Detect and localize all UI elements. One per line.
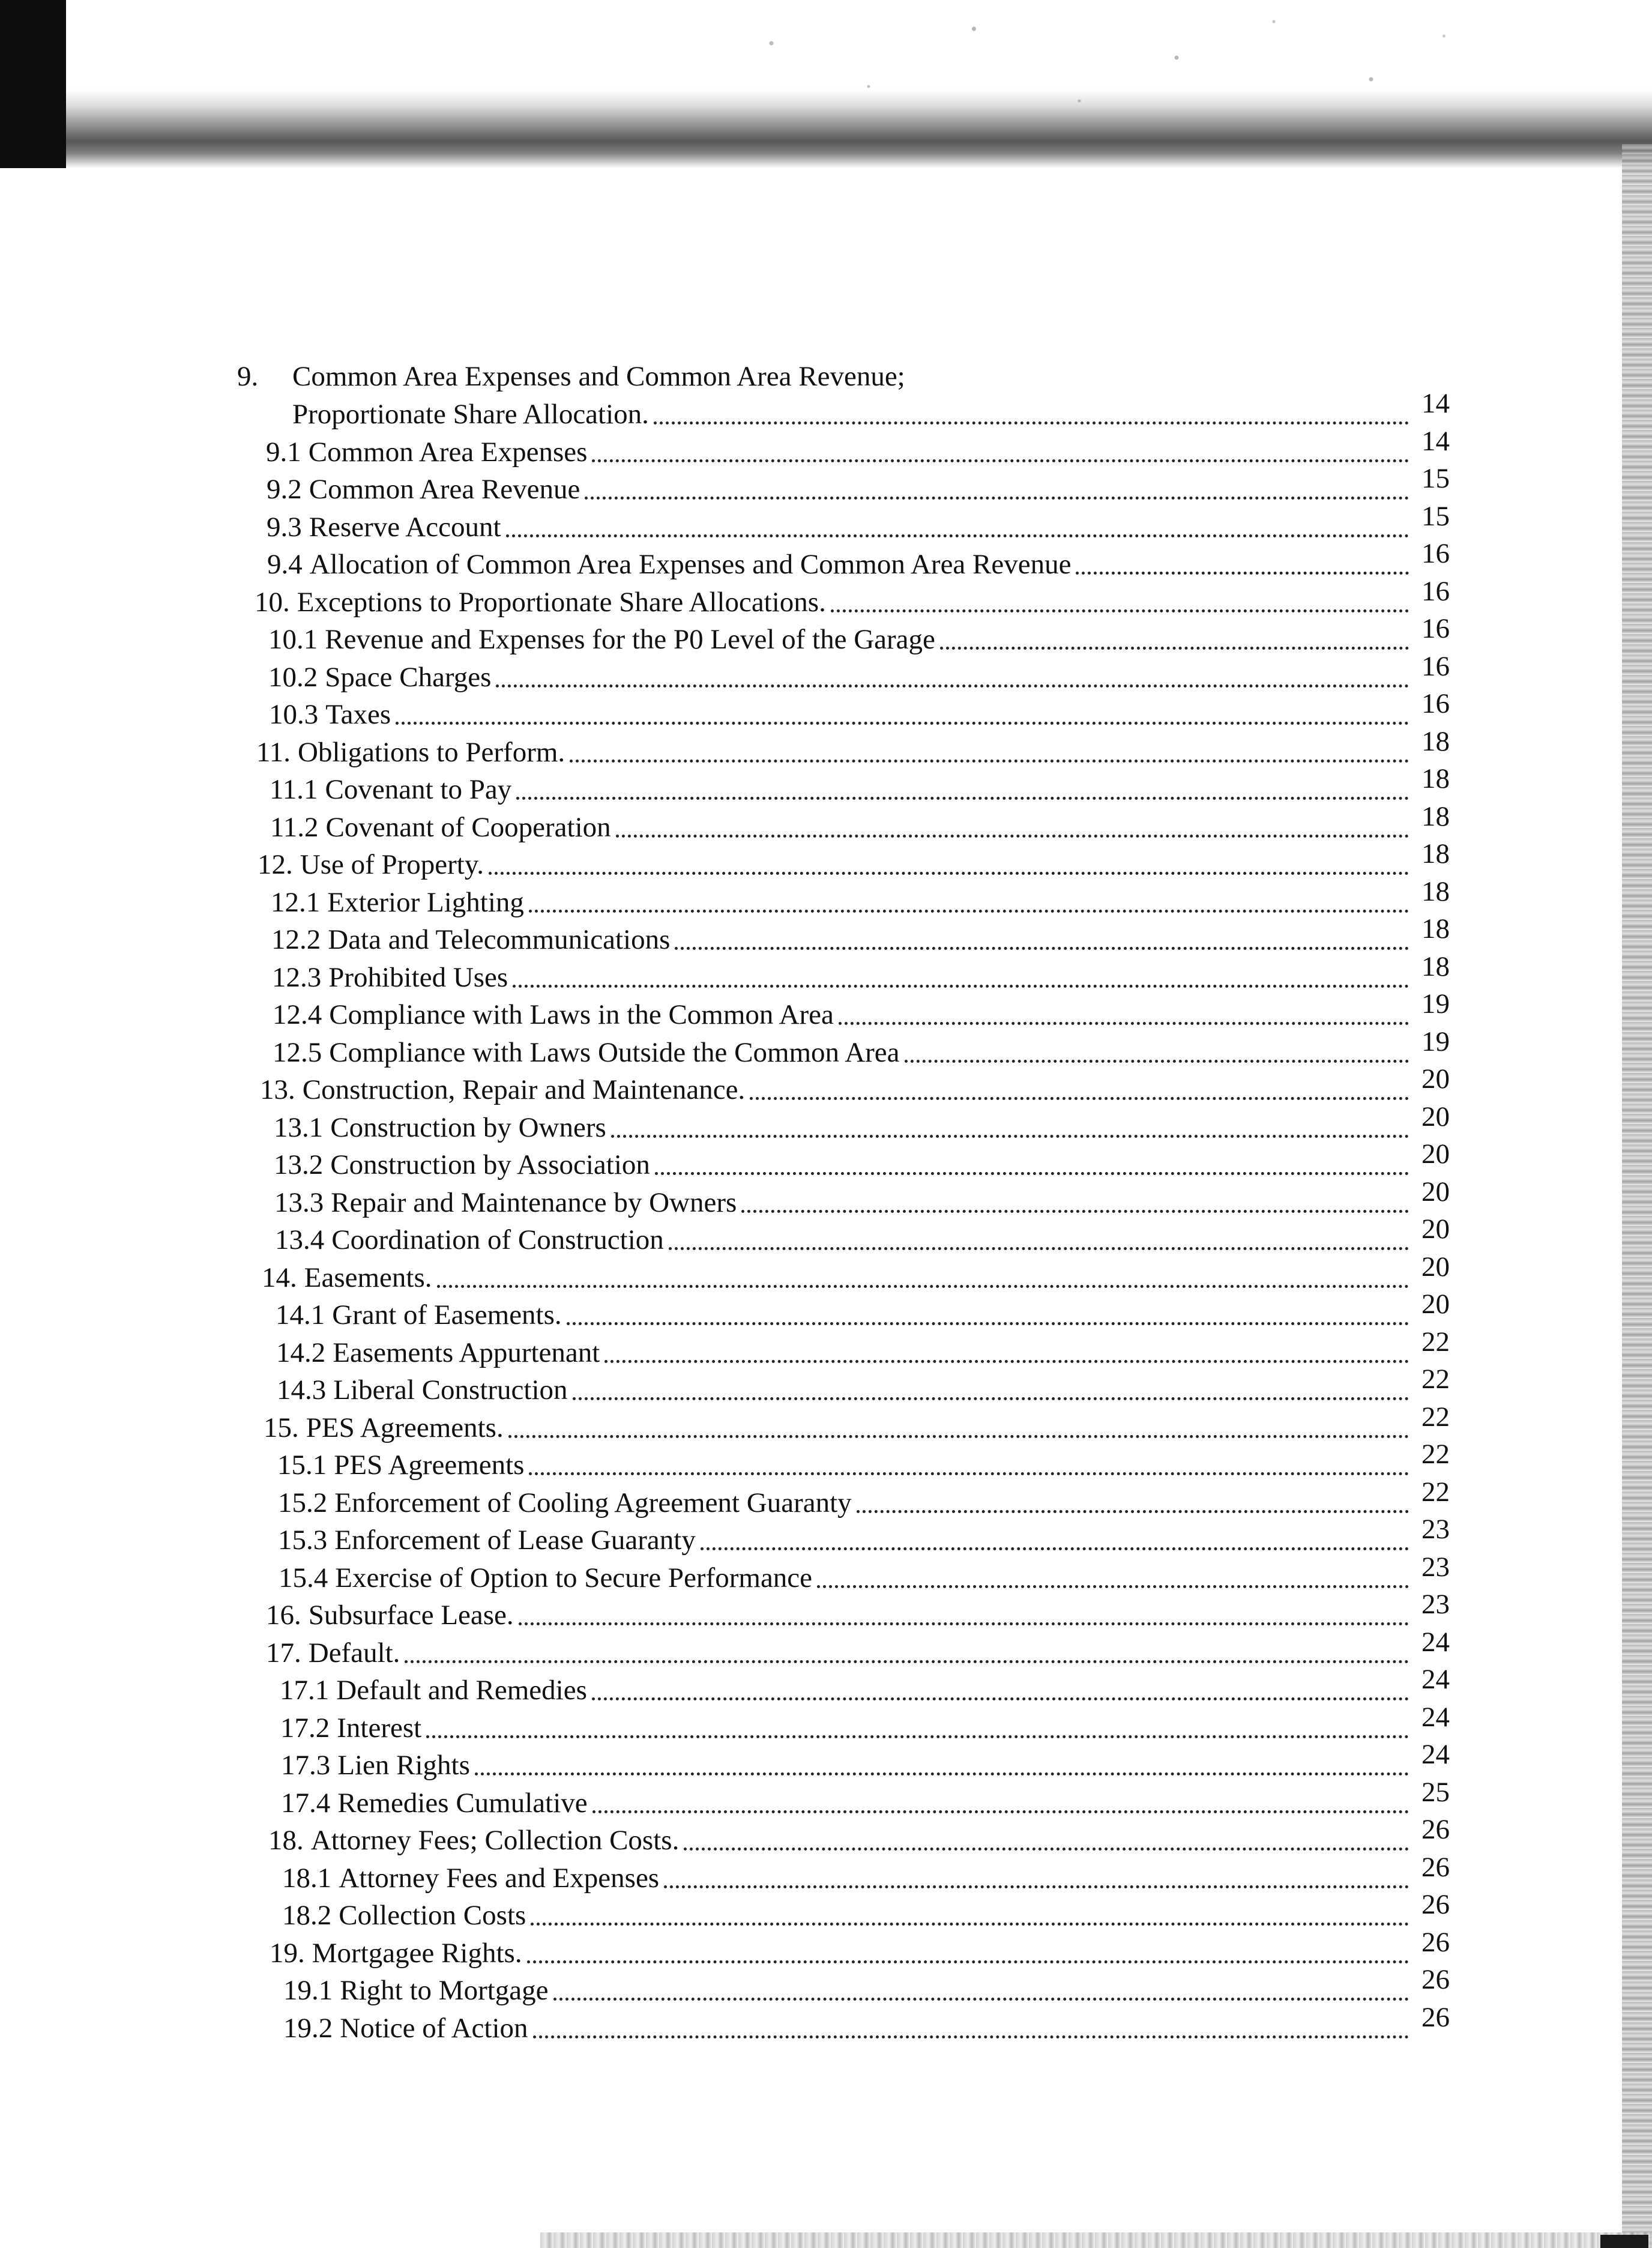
toc-entry	[237, 1964, 1450, 2010]
toc-entry-number: 19.	[270, 1937, 305, 1969]
toc-entry-number: 15.4	[279, 1562, 328, 1594]
toc-entry-page: 24	[1421, 1739, 1450, 1770]
toc-entry-title: Taxes	[325, 699, 391, 730]
toc-entry	[237, 1589, 1450, 1634]
toc-entry-list	[237, 425, 1450, 2047]
toc-entry	[237, 1251, 1450, 1296]
scan-artifact-bottom-edge	[540, 2232, 1652, 2248]
toc-entry-number: 10.3	[269, 699, 319, 730]
toc-entry-number: 17.	[266, 1637, 301, 1669]
toc-entry-page: 25	[1421, 1776, 1450, 1808]
toc-entry-page: 16	[1421, 650, 1450, 682]
toc-entry-number: 13.1	[274, 1111, 324, 1143]
dot-leader	[553, 1998, 1409, 2001]
toc-entry-page: 23	[1421, 1514, 1450, 1545]
toc-entry-title: Lien Rights	[337, 1750, 470, 1781]
toc-entry	[237, 1101, 1450, 1146]
toc-entry-page: 19	[1421, 1026, 1450, 1057]
toc-entry-page: 22	[1421, 1476, 1450, 1508]
toc-entry-page: 16	[1421, 575, 1450, 607]
toc-entry-page: 20	[1421, 1289, 1450, 1320]
toc-entry-number: 18.	[268, 1825, 304, 1856]
toc-entry	[237, 538, 1450, 584]
scan-artifact-right-edge	[1622, 144, 1652, 2248]
toc-entry-page: 18	[1421, 913, 1450, 944]
toc-entry-page: 26	[1421, 2001, 1450, 2033]
dot-leader	[529, 910, 1409, 913]
dot-leader	[529, 1472, 1409, 1475]
toc-entry	[237, 950, 1450, 996]
toc-entry-title: Revenue and Expenses for the P0 Level of the Garage	[325, 624, 935, 655]
toc-entry-title: Attorney Fees and Expenses	[339, 1862, 660, 1894]
toc-entry-page: 20	[1421, 1213, 1450, 1245]
dot-leader	[585, 497, 1409, 500]
dot-leader	[405, 1660, 1409, 1663]
dot-leader	[508, 1435, 1409, 1438]
dot-leader	[655, 1172, 1409, 1175]
toc-entry-title: PES Agreements.	[306, 1412, 504, 1443]
dot-leader	[516, 797, 1409, 800]
toc-entry-number: 12.1	[271, 886, 321, 918]
toc-entry	[237, 688, 1450, 734]
toc-entry-title: Space Charges	[325, 661, 492, 693]
toc-entry-number: 13.2	[274, 1149, 324, 1180]
toc-entry-number: 13.	[260, 1074, 295, 1105]
dot-leader	[573, 1397, 1409, 1400]
toc-entry-title: Exceptions to Proportionate Share Allocations.	[297, 586, 826, 618]
toc-entry-title: Common Area Expenses	[308, 436, 588, 468]
toc-entry-number: 15.2	[278, 1487, 328, 1518]
toc-entry	[237, 1063, 1450, 1109]
toc-entry-number: 13.3	[274, 1186, 324, 1218]
toc-entry-page: 18	[1421, 725, 1450, 757]
toc-entry-title: Collection Costs	[339, 1900, 526, 1931]
toc-entry-number: 11.1	[270, 774, 318, 805]
toc-entry-page: 23	[1421, 1551, 1450, 1583]
toc-entry-number: 9.1	[266, 436, 301, 468]
toc-entry-title: Allocation of Common Area Expenses and Common Area Revenue	[309, 549, 1072, 580]
toc-entry-title: Interest	[337, 1712, 422, 1744]
toc-entry-page: 20	[1421, 1101, 1450, 1132]
dot-leader	[831, 609, 1409, 612]
dot-leader	[616, 835, 1409, 838]
toc-entry	[237, 800, 1450, 846]
toc-entry-title: Mortgagee Rights.	[312, 1937, 522, 1969]
toc-entry-number: 14.	[262, 1261, 297, 1293]
dot-leader	[489, 872, 1409, 875]
toc-entry-title: Enforcement of Cooling Agreement Guaranty	[334, 1487, 852, 1518]
toc-entry-number: 14.2	[276, 1337, 326, 1368]
toc-entry-page: 16	[1421, 613, 1450, 644]
dot-leader	[604, 1360, 1409, 1363]
toc-entry	[237, 1701, 1450, 1747]
toc-entry	[237, 913, 1450, 959]
toc-entry-page: 15	[1421, 500, 1450, 532]
toc-entry-number: 15.3	[278, 1524, 328, 1556]
dot-leader	[475, 1772, 1409, 1775]
toc-entry-number: 17.1	[280, 1675, 330, 1706]
toc-entry-title: Grant of Easements.	[332, 1299, 562, 1331]
toc-entry-number: 17.3	[281, 1750, 331, 1781]
toc-entry-number: 19.2	[283, 2012, 333, 2044]
toc-entry-number: 12.5	[273, 1036, 322, 1068]
toc-entry-number: 12.4	[273, 999, 322, 1030]
toc-entry	[237, 838, 1450, 884]
toc-entry-page: 26	[1421, 1889, 1450, 1920]
dot-leader	[496, 684, 1409, 687]
dot-leader	[741, 1210, 1409, 1213]
toc-entry-page: 18	[1421, 800, 1450, 832]
toc-entry-number: 11.	[256, 736, 291, 768]
toc-entry-page: 14	[1421, 388, 1450, 419]
dot-leader	[839, 1022, 1409, 1025]
toc-entry-title: Easements Appurtenant	[333, 1337, 600, 1368]
toc-entry-page: 18	[1421, 763, 1450, 794]
dot-leader	[857, 1510, 1409, 1513]
toc-entry-page: 20	[1421, 1251, 1450, 1283]
scan-artifact-speckle	[690, 0, 1501, 144]
dot-leader	[506, 534, 1409, 537]
toc-entry-number: 19.1	[283, 1975, 333, 2006]
dot-leader	[675, 947, 1409, 950]
toc-entry-page: 18	[1421, 875, 1450, 907]
toc-entry-title: Remedies Cumulative	[337, 1787, 588, 1819]
toc-entry-title: Enforcement of Lease Guaranty	[334, 1524, 696, 1556]
toc-entry-number: 9.2	[267, 474, 302, 505]
toc-entry-title: Notice of Action	[340, 2012, 528, 2044]
toc-entry-number: 9.	[237, 361, 259, 392]
toc-entry-title: PES Agreements	[334, 1449, 525, 1481]
dot-leader	[592, 1810, 1409, 1813]
toc-entry-title: Common Area Expenses and Common Area Revenue;	[292, 361, 905, 392]
toc-entry-title: Compliance with Laws in the Common Area	[329, 999, 834, 1030]
toc-entry-title: Common Area Revenue	[309, 474, 580, 505]
toc-entry	[237, 425, 1450, 471]
toc-entry-title: Construction by Association	[330, 1149, 650, 1180]
toc-entry-number: 12.	[258, 849, 293, 880]
toc-entry-title: Covenant of Cooperation	[325, 811, 611, 843]
toc-entry-title: Repair and Maintenance by Owners	[331, 1186, 737, 1218]
toc-entry-title: Exercise of Option to Secure Performance	[335, 1562, 813, 1594]
toc-entry	[237, 1851, 1450, 1897]
toc-entry	[237, 1889, 1450, 1935]
toc-entry-number: 16.	[266, 1600, 301, 1631]
toc-entry-page: 16	[1421, 688, 1450, 719]
toc-entry-number: 9.4	[267, 549, 303, 580]
toc-entry-number: 10.	[255, 586, 290, 618]
dot-leader	[519, 1622, 1409, 1625]
toc-entry	[237, 2001, 1450, 2047]
toc-entry-title: Attorney Fees; Collection Costs.	[310, 1825, 680, 1856]
dot-leader	[396, 722, 1409, 725]
toc-entry	[237, 1739, 1450, 1784]
toc-entry-number: 14.3	[277, 1374, 327, 1406]
toc-entry	[237, 1289, 1450, 1334]
toc-entry-page: 20	[1421, 1138, 1450, 1170]
scan-artifact-corner	[0, 0, 66, 168]
toc-entry-title: Default.	[308, 1637, 400, 1669]
toc-entry-number: 11.2	[270, 811, 319, 843]
dot-leader	[611, 1135, 1409, 1138]
dot-leader	[669, 1247, 1409, 1250]
toc-entry	[237, 1551, 1450, 1597]
toc-entry-page: 22	[1421, 1401, 1450, 1433]
toc-entry-heading	[237, 358, 1450, 396]
toc-entry-page: 14	[1421, 425, 1450, 457]
dot-leader	[750, 1097, 1409, 1100]
toc-entry-page: 20	[1421, 1176, 1450, 1207]
toc-entry	[237, 613, 1450, 659]
dot-leader	[533, 2035, 1409, 2038]
dot-leader	[664, 1885, 1409, 1888]
toc-entry-number: 12.2	[271, 924, 321, 955]
toc-entry	[237, 1626, 1450, 1672]
toc-entry-number: 14.1	[276, 1299, 325, 1331]
toc-entry	[237, 1776, 1450, 1822]
toc-entry-number: 17.4	[281, 1787, 331, 1819]
toc-entry	[237, 1814, 1450, 1860]
toc-entry-title: Obligations to Perform.	[298, 736, 565, 768]
dot-leader	[701, 1547, 1409, 1550]
toc-entry	[237, 1213, 1450, 1259]
dot-leader	[817, 1585, 1409, 1588]
toc-entry-title: Subsurface Lease.	[308, 1600, 514, 1631]
toc-entry-page: 20	[1421, 1063, 1450, 1095]
dot-leader	[940, 647, 1409, 650]
toc-entry-number: 15.	[264, 1412, 299, 1443]
toc-entry	[237, 650, 1450, 696]
toc-entry	[237, 1138, 1450, 1184]
dot-leader	[654, 422, 1409, 425]
toc-entry-page: 18	[1421, 838, 1450, 869]
toc-entry	[237, 1476, 1450, 1521]
dot-leader	[592, 1697, 1409, 1700]
dot-leader	[531, 1923, 1409, 1926]
toc-entry-number: 12.3	[272, 961, 322, 993]
toc-entry-page: 23	[1421, 1589, 1450, 1620]
dot-leader	[592, 459, 1409, 462]
dot-leader	[570, 760, 1409, 763]
toc-entry-page: 24	[1421, 1626, 1450, 1658]
toc-entry	[237, 388, 1450, 434]
toc-entry-page: 18	[1421, 950, 1450, 982]
toc-entry	[237, 463, 1450, 509]
dot-leader	[513, 985, 1409, 988]
table-of-contents	[237, 358, 1450, 2047]
toc-entry-title: Use of Property.	[300, 849, 484, 880]
toc-entry-title: Construction by Owners	[330, 1111, 606, 1143]
toc-entry-number: 13.4	[275, 1224, 325, 1255]
dot-leader	[684, 1848, 1409, 1851]
toc-entry	[237, 875, 1450, 921]
toc-entry-page: 22	[1421, 1364, 1450, 1395]
toc-entry-title: Reserve Account	[309, 511, 501, 543]
toc-entry-title: Easements.	[304, 1261, 432, 1293]
toc-entry-page: 22	[1421, 1439, 1450, 1470]
toc-entry-number: 9.3	[267, 511, 302, 543]
toc-entry-number: 17.2	[280, 1712, 330, 1744]
toc-entry-number: 18.2	[282, 1900, 332, 1931]
dot-leader	[426, 1735, 1409, 1738]
toc-entry-number: 15.1	[277, 1449, 327, 1481]
scan-artifact-bottom-corner	[1600, 2235, 1648, 2248]
toc-entry-page: 24	[1421, 1664, 1450, 1695]
toc-entry-page: 16	[1421, 538, 1450, 569]
toc-entry-title: Compliance with Laws Outside the Common Area	[329, 1036, 900, 1068]
toc-entry	[237, 1026, 1450, 1071]
toc-entry	[237, 1364, 1450, 1409]
dot-leader	[905, 1060, 1409, 1063]
toc-entry	[237, 1514, 1450, 1559]
toc-entry-title: Construction, Repair and Maintenance.	[302, 1074, 746, 1105]
dot-leader	[567, 1322, 1409, 1325]
toc-entry	[237, 725, 1450, 771]
toc-entry-number: 10.2	[268, 661, 318, 693]
toc-entry-number: 18.1	[282, 1862, 332, 1894]
toc-entry	[237, 1439, 1450, 1484]
toc-entry-page: 26	[1421, 1964, 1450, 1995]
toc-entry-title: Coordination of Construction	[331, 1224, 664, 1255]
toc-entry-page: 19	[1421, 988, 1450, 1020]
toc-entry	[237, 1326, 1450, 1371]
toc-entry-title: Right to Mortgage	[340, 1975, 549, 2006]
toc-entry	[237, 1926, 1450, 1972]
toc-entry-page: 15	[1421, 463, 1450, 494]
toc-entry-page: 26	[1421, 1851, 1450, 1883]
toc-entry	[237, 988, 1450, 1034]
toc-entry-title: Exterior Lighting	[327, 886, 524, 918]
toc-entry-title: Prohibited Uses	[328, 961, 508, 993]
toc-entry-page: 22	[1421, 1326, 1450, 1358]
toc-entry	[237, 500, 1450, 546]
toc-entry	[237, 763, 1450, 809]
toc-entry-title: Data and Telecommunications	[328, 924, 671, 955]
toc-entry	[237, 575, 1450, 621]
toc-entry	[237, 1176, 1450, 1221]
toc-entry-number: 10.1	[268, 624, 318, 655]
toc-entry-page: 26	[1421, 1926, 1450, 1958]
toc-entry-title: Covenant to Pay	[325, 774, 512, 805]
dot-leader	[437, 1285, 1409, 1288]
toc-entry-page: 24	[1421, 1701, 1450, 1733]
toc-entry-page: 26	[1421, 1814, 1450, 1845]
toc-entry-title: Proportionate Share Allocation.	[292, 399, 649, 430]
toc-entry	[237, 1401, 1450, 1446]
toc-entry-title: Liberal Construction	[333, 1374, 568, 1406]
dot-leader	[1076, 572, 1409, 575]
toc-entry-title: Default and Remedies	[336, 1675, 587, 1706]
toc-entry	[237, 1664, 1450, 1709]
dot-leader	[527, 1960, 1409, 1963]
